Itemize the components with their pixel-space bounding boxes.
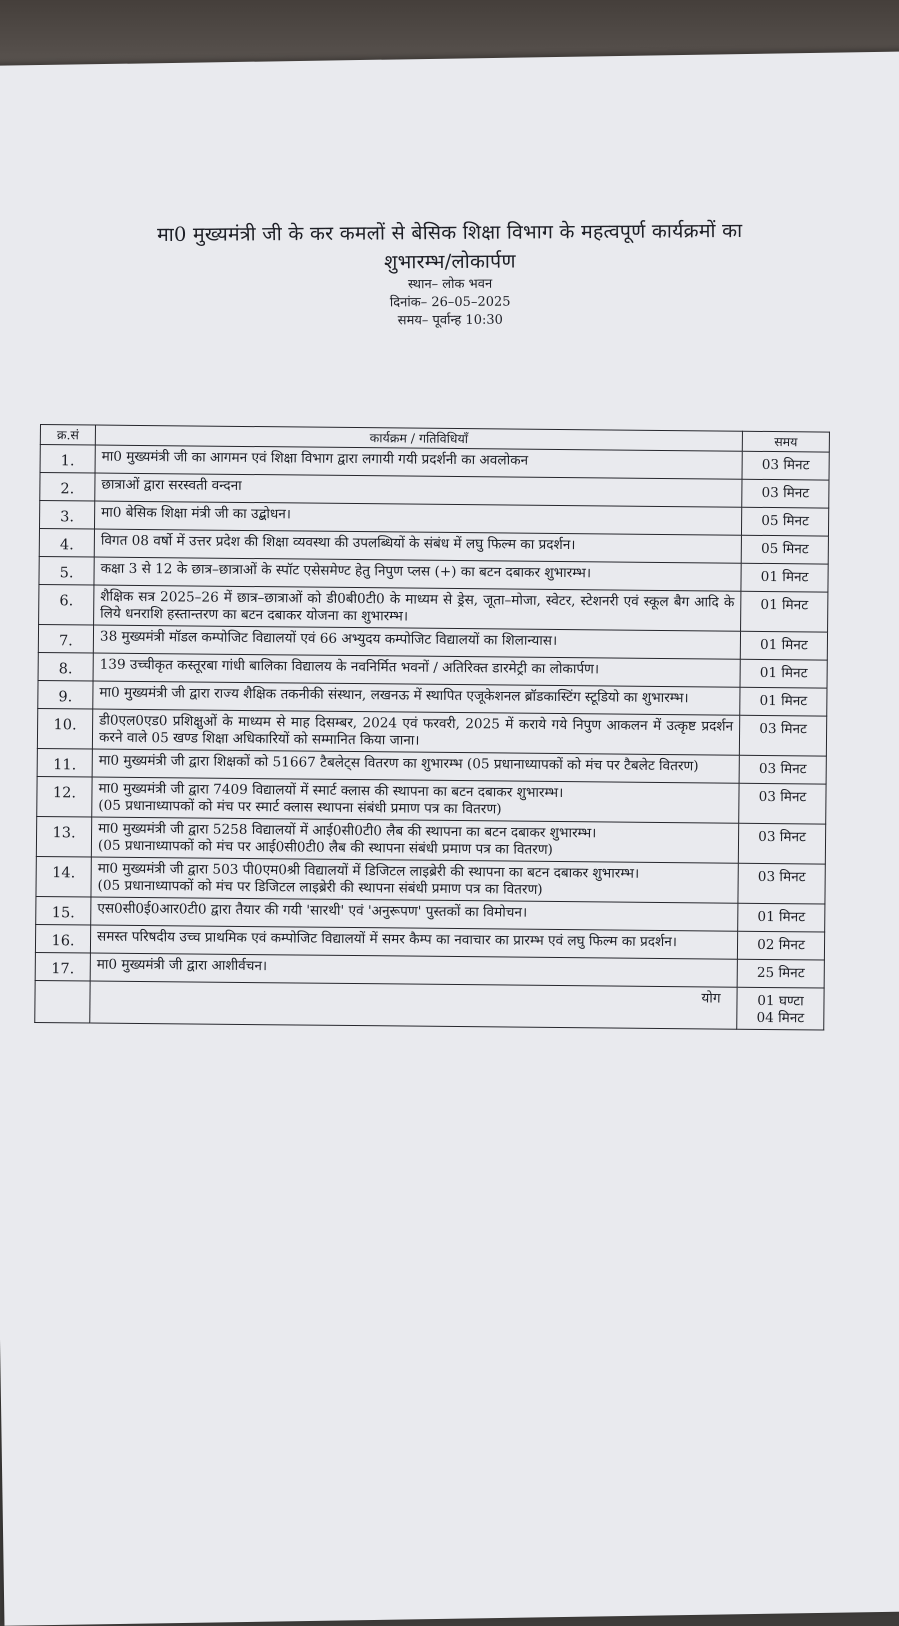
row-serial: 14. — [36, 856, 91, 897]
row-activity: मा0 मुख्यमंत्री जी द्वारा शिक्षकों को 51667 टैबलेट्स वितरण का शुभारम्भ (05 प्रधानाध्यापकों को मंच पर टैबलेट वितरण) — [98, 752, 699, 775]
row-serial: 6. — [39, 584, 94, 625]
row-time: 02 मिनट — [737, 931, 824, 960]
row-activity: समस्त परिषदीय उच्च प्राथमिक एवं कम्पोजिट विद्यालयों में समर कैम्प का नवाचार का प्रारम्भ एवं लघु फिल्म का प्रदर्शन। — [97, 928, 678, 951]
row-serial: 16. — [35, 924, 90, 953]
row-serial: 15. — [36, 896, 91, 925]
header-serial: क्र.सं — [40, 425, 95, 446]
row-serial: 3. — [39, 501, 94, 530]
programme-table-container — [34, 424, 830, 1031]
row-time: 01 मिनट — [740, 687, 827, 716]
row-activity: मा0 बेसिक शिक्षा मंत्री जी का उद्बोधन। — [101, 504, 292, 523]
row-activity: मा0 मुख्यमंत्री जी का आगमन एवं शिक्षा विभाग द्वारा लगायी गयी प्रदर्शनी का अवलोकन — [101, 448, 529, 469]
total-value — [737, 987, 824, 1030]
row-activity: मा0 मुख्यमंत्री जी द्वारा 5258 विद्यालयों में आई0सी0टी0 लैब की स्थापना का बटन दबाकर शुभारम्भ। — [98, 820, 597, 842]
total-minutes: 04 मिनट — [756, 1009, 805, 1027]
row-serial: 7. — [38, 624, 93, 653]
row-serial: 1. — [40, 445, 95, 474]
row-activity-cell — [94, 585, 741, 631]
row-time: 05 मिनट — [741, 507, 828, 536]
row-serial: 9. — [38, 680, 93, 709]
header-activity: कार्यक्रम / गतिविधियाँ — [95, 425, 742, 451]
row-time: 05 मिनट — [741, 535, 828, 564]
title-line-2: शुभारम्भ/लोकार्पण — [384, 249, 516, 274]
row-serial: 17. — [35, 952, 90, 981]
row-time: 01 मिनट — [740, 631, 827, 660]
row-activity-cell — [92, 709, 739, 755]
row-time: 01 मिनट — [741, 563, 828, 592]
row-serial: 8. — [38, 652, 93, 681]
row-activity: डी0एल0एड0 प्रशिक्षुओं के माध्यम से माह दिसम्बर, 2024 एवं फरवरी, 2025 में कराये गये निपुण आकलन में उत्कृष्ट प्रदर्शन करने वाले 05 खण्ड शिक्षा अधिकारियों को सम्मानित किया जाना। — [98, 712, 734, 749]
row-time: 03 मिनट — [739, 783, 826, 824]
row-time: 01 मिनट — [740, 659, 827, 688]
row-activity-note: (05 प्रधानाध्यापकों को मंच पर स्मार्ट क्लास स्थापना संबंधी प्रमाण पत्र का वितरण) — [98, 797, 502, 818]
row-time: 03 मिनट — [739, 755, 826, 784]
total-row — [35, 980, 824, 1030]
row-activity-note: (05 प्रधानाध्यापकों को मंच पर डिजिटल लाइब्रेरी की स्थापना संबंधी प्रमाण पत्र का वितरण) — [97, 877, 543, 898]
document-heading — [70, 215, 831, 332]
row-activity: एस0सी0ई0आर0टी0 द्वारा तैयार की गयी 'सारथी' एवं 'अनुरूपण' पुस्तकों का विमोचन। — [97, 900, 528, 921]
row-time: 03 मिनट — [738, 823, 825, 864]
row-serial: 13. — [36, 816, 91, 857]
title-line-1: मा0 मुख्यमंत्री जी के कर कमलों से बेसिक शिक्षा विभाग के महत्वपूर्ण कार्यक्रमों का — [157, 218, 743, 247]
row-activity-cell — [91, 857, 738, 903]
row-activity: मा0 मुख्यमंत्री जी द्वारा 503 पी0एम0श्री विद्यालयों में डिजिटल लाइब्रेरी की स्थापना का बटन दबाकर शुभारम्भ। — [97, 860, 640, 882]
row-serial: 11. — [37, 748, 92, 777]
row-activity: 38 मुख्यमंत्री मॉडल कम्पोजिट विद्यालयों एवं 66 अभ्युदय कम्पोजिट विद्यालयों का शिलान्यास। — [99, 628, 558, 649]
row-activity: कक्षा 3 से 12 के छात्र–छात्राओं के स्पॉट एसेसमेण्ट हेतु निपुण प्लस (+) का बटन दबाकर शुभारम्भ। — [100, 560, 592, 582]
row-time: 03 मिनट — [742, 451, 829, 480]
row-serial: 5. — [39, 556, 94, 585]
time: समय– पूर्वान्ह 10:30 — [397, 312, 503, 329]
date: दिनांक– 26–05–2025 — [389, 294, 511, 311]
row-time: 01 मिनट — [738, 903, 825, 932]
row-time: 25 मिनट — [737, 959, 824, 988]
row-activity: विगत 08 वर्षो में उत्तर प्रदेश की शिक्षा व्यवस्था की उपलब्धियों के संबंध में लघु फिल्म का प्रदर्शन। — [100, 532, 576, 554]
row-time: 01 मिनट — [741, 591, 828, 632]
row-activity: छात्राओं द्वारा सरस्वती वन्दना — [101, 476, 242, 494]
row-serial: 4. — [39, 529, 94, 558]
row-activity: शैक्षिक सत्र 2025–26 में छात्र–छात्राओं को डी0बी0टी0 के माध्यम से ड्रेस, जूता–मोजा, स्वेटर, स्टेशनरी एवं स्कूल बैग आदि के लिये धनराशि हस्तान्तरण का बटन दबाकर योजना का शुभारम्भ। — [100, 588, 735, 625]
total-hours: 01 घण्टा — [757, 992, 804, 1010]
total-label: योग — [90, 981, 737, 1029]
row-activity-cell — [91, 817, 738, 863]
row-activity: मा0 मुख्यमंत्री जी द्वारा 7409 विद्यालयों में स्मार्ट क्लास की स्थापना का बटन दबाकर शुभारम्भ। — [98, 780, 564, 802]
row-activity: 139 उच्चीकृत कस्तूरबा गांधी बालिका विद्यालय के नवनिर्मित भवनों / अतिरिक्त डारमेट्री का लोकार्पण। — [99, 656, 600, 678]
row-serial: 12. — [37, 776, 92, 817]
row-time: 03 मिनट — [738, 863, 825, 904]
row-activity-cell — [92, 777, 739, 823]
row-activity-note: (05 प्रधानाध्यापकों को मंच पर आई0सी0टी0 लैब की स्थापना संबंधी प्रमाण पत्र का वितरण) — [97, 837, 553, 858]
row-activity: मा0 मुख्यमंत्री जी द्वारा राज्य शैक्षिक तकनीकी संस्थान, लखनऊ में स्थापित एजूकेशनल ब्रॉडकास्टिंग स्टूडियो का शुभारम्भ। — [99, 684, 689, 707]
row-serial: 10. — [37, 708, 92, 749]
row-time: 03 मिनट — [742, 479, 829, 508]
row-time: 03 मिनट — [739, 715, 826, 756]
row-serial: 2. — [40, 473, 95, 502]
total-empty-cell — [35, 980, 90, 1023]
header-time: समय — [742, 431, 829, 452]
row-activity: मा0 मुख्यमंत्री जी द्वारा आशीर्वचन। — [96, 956, 268, 975]
programme-table — [34, 424, 830, 1031]
venue: स्थान– लोक भवन — [407, 276, 493, 293]
